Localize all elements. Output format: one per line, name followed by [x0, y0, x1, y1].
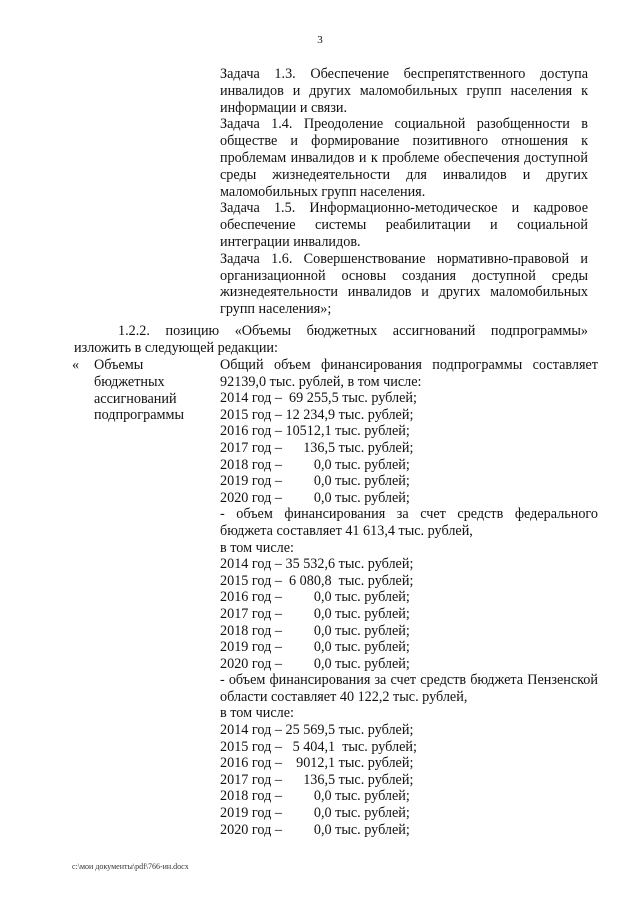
regional-including: в том числе:: [220, 705, 294, 722]
label-line: Объемы: [94, 357, 144, 373]
task-1-3: Задача 1.3. Обеспечение беспрепятственного доступа инвалидов и других маломобильных групп населения к информации и связи.: [220, 66, 588, 116]
total-years-list: [220, 390, 598, 506]
year-line: 2020 год – 0,0 тыс. рублей;: [220, 655, 410, 672]
opening-quote: «: [72, 357, 80, 373]
year-line: 2016 год – 10512,1 тыс. рублей;: [220, 423, 410, 440]
year-line: 2019 год – 0,0 тыс. рублей;: [220, 639, 410, 656]
regional-intro: - объем финансирования за счет средств бюджета Пензенской области составляет 40 122,2 тыс. рублей,: [220, 672, 598, 705]
year-line: 2018 год – 0,0 тыс. рублей;: [220, 788, 410, 805]
federal-years-list: [220, 556, 598, 672]
year-line: 2014 год – 69 255,5 тыс. рублей;: [220, 390, 417, 407]
page-number: 3: [317, 34, 323, 46]
year-line: 2016 год – 0,0 тыс. рублей;: [220, 589, 410, 606]
year-line: 2014 год – 35 532,6 тыс. рублей;: [220, 556, 414, 573]
task-1-6: Задача 1.6. Совершенствование нормативно-правовой и организационной основы создания доступной среды жизнедеятельности инвалидов и других маломобильных групп населения»;: [220, 250, 588, 318]
year-line: 2017 год – 136,5 тыс. рублей;: [220, 439, 414, 456]
year-line: 2019 год – 0,0 тыс. рублей;: [220, 805, 410, 822]
year-line: 2019 год – 0,0 тыс. рублей;: [220, 473, 410, 490]
federal-including: в том числе:: [220, 539, 294, 556]
year-line: 2016 год – 9012,1 тыс. рублей;: [220, 755, 414, 772]
year-line: 2018 год – 0,0 тыс. рублей;: [220, 622, 410, 639]
year-line: 2015 год – 5 404,1 тыс. рублей;: [220, 738, 417, 755]
budget-label: [94, 357, 214, 424]
label-line: бюджетных: [94, 373, 165, 390]
label-line: подпрограммы: [94, 407, 184, 424]
task-1-4: Задача 1.4. Преодоление социальной разобщенности в обществе и формирование позитивного отношения к проблемам инвалидов и к проблеме обеспечения доступной среды жизнедеятельности для инвалидов и других маломобильных групп населения.: [220, 116, 588, 200]
budget-value-cell: [220, 357, 598, 838]
year-line: 2015 год – 12 234,9 тыс. рублей;: [220, 406, 414, 423]
task-1-5: Задача 1.5. Информационно-методическое и кадровое обеспечение системы реабилитации и социальной интеграции инвалидов.: [220, 200, 588, 250]
year-line: 2017 год – 136,5 тыс. рублей;: [220, 771, 414, 788]
regional-years-list: [220, 722, 598, 838]
year-line: 2018 год – 0,0 тыс. рублей;: [220, 456, 410, 473]
label-line: ассигнований: [94, 390, 177, 407]
total-intro: Общий объем финансирования подпрограммы составляет 92139,0 тыс. рублей, в том числе:: [220, 357, 598, 390]
federal-intro: - объем финансирования за счет средств федерального бюджета составляет 41 613,4 тыс. рублей,: [220, 506, 598, 539]
year-line: 2017 год – 0,0 тыс. рублей;: [220, 605, 410, 622]
tasks-list: [220, 66, 588, 318]
file-path-footer: c:\мои документы\pdf\766-ин.docx: [72, 862, 189, 871]
year-line: 2020 год – 0,0 тыс. рублей;: [220, 821, 410, 838]
clause-1-2-2: 1.2.2. позицию «Объемы бюджетных ассигнований подпрограммы» изложить в следующей редакции:: [74, 323, 588, 356]
year-line: 2020 год – 0,0 тыс. рублей;: [220, 489, 410, 506]
year-line: 2015 год – 6 080,8 тыс. рублей;: [220, 572, 414, 589]
year-line: 2014 год – 25 569,5 тыс. рублей;: [220, 722, 414, 739]
